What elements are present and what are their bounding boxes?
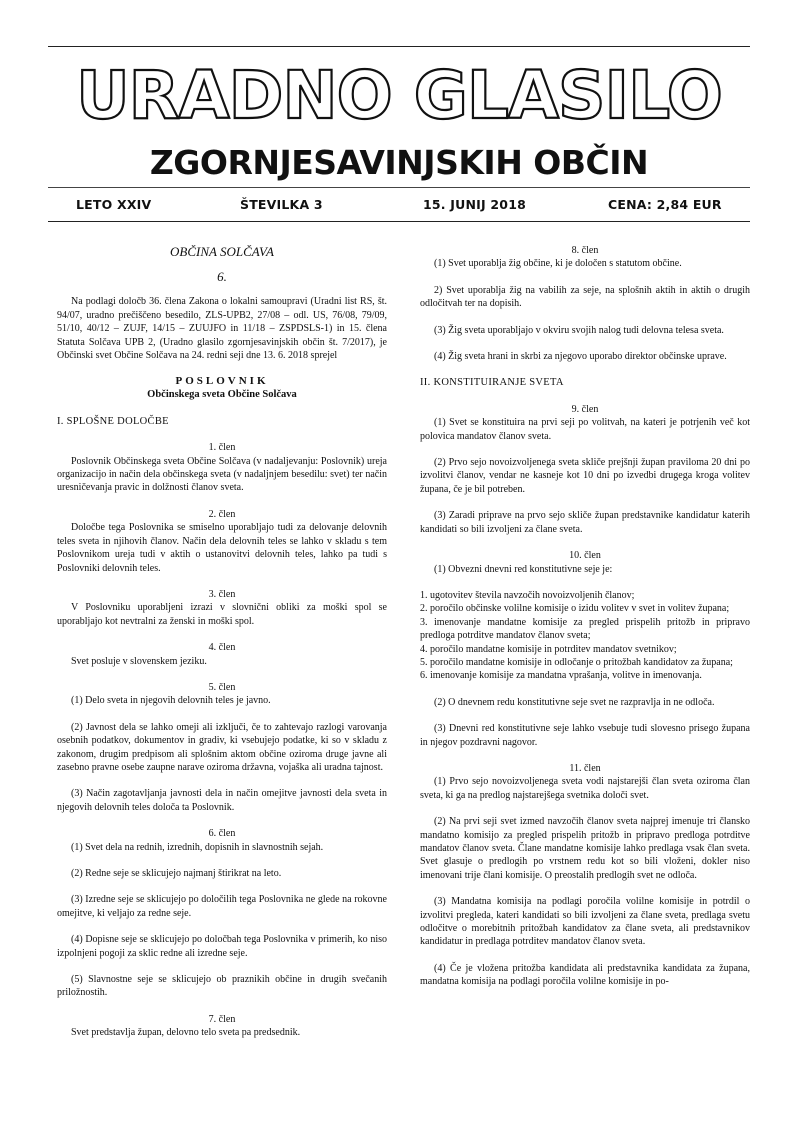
article-paragraph: 2) Svet uporablja žig na vabilih za seje, na splošnih aktih in aktih o drugih odločitvah ter na dopisih. xyxy=(420,284,750,310)
list-item: 1. ugotovitev števila navzočih novoizvoljenih članov; xyxy=(420,589,635,601)
masthead xyxy=(48,46,750,222)
article-paragraph: (2) Redne seje se sklicujejo najmanj štirikrat na leto. xyxy=(71,868,282,879)
article-paragraph: (1) Svet se konstituira na prvi seji po volitvah, na kateri je potrjenih več kot polovica mandatov članov sveta. xyxy=(420,417,750,442)
article-paragraph: (4) Dopisne seje se sklicujejo po določbah tega Poslovnika v primerih, ko niso izpolnjeni pogoji za sklic redne ali izredne seje. xyxy=(57,934,387,959)
article-text: Poslovnik Občinskega sveta Občine Solčava (v nadaljevanju: Poslovnik) ureja organizacijo in način dela občinskega sveta (v nadaljnjem besedilu: svet) ter način uresničevanja pravic in dolžnosti članov sveta. xyxy=(57,455,387,494)
article-heading: 11. člen xyxy=(569,762,601,774)
list-item: 2. poročilo občinske volilne komisije o izidu volitev v svet in volitev župana; xyxy=(420,603,730,615)
article-heading: 7. člen xyxy=(208,1013,236,1025)
article-paragraph: (3) Dnevni red konstitutivne seje lahko vsebuje tudi slovesno prisego župana in njegov pozdravni nagovor. xyxy=(420,723,750,748)
article-paragraph: (1) Prvo sejo novoizvoljenega sveta vodi najstarejši član sveta oziroma član sveta, ki ga na predlog najstarejšega svetnika določi svet. xyxy=(420,776,750,801)
article-paragraph: (3) Zaradi priprave na prvo sejo skliče župan predstavnike kandidatur katerih kandidati so bili izvoljeni za člane sveta. xyxy=(420,510,750,535)
article-paragraph: (4) Žig sveta hrani in skrbi za njegovo uporabo direktor občinske uprave. xyxy=(434,351,727,363)
section-heading: I. SPLOŠNE DOLOČBE xyxy=(57,415,169,427)
article-paragraph: (5) Slavnostne seje se sklicujejo ob praznikih občine in drugih svečanih priložnostih. xyxy=(57,974,387,999)
article-paragraph: (1) Svet dela na rednih, izrednih, dopisnih in slavnostnih sejah. xyxy=(71,841,324,853)
masthead-subtitle: ZGORNJESAVINJSKIH OBČIN xyxy=(149,143,649,182)
article-paragraph: (2) Na prvi seji svet izmed navzočih članov sveta najprej imenuje tri člansko mandatno komisijo za pregled prispelih pritožb in pripravo predloga potrditve mandatov članov sveta. Člane mandatne komisije lahko predlaga vsak član sveta. Svet glasuje o predlogih po vrstnem redu kot so bili vloženi, dokler niso imenovani trije člani komisije. O preostalih predlogih svet ne odloča. xyxy=(420,816,750,881)
article-paragraph: (2) Javnost dela se lahko omeji ali izključi, če to zahtevajo razlogi varovanja osebnih podatkov, dokumentov in gradiv, ki vsebujejo podatke, ki so v skladu z zakonom, drugim predpisom ali splošnim aktom občine oziroma druge javne ali zasebno pravne osebe zaupne narave oziroma državna, vojaška ali uradna tajnost. xyxy=(57,721,387,773)
agenda-list xyxy=(420,589,750,683)
article-paragraph: (2) O dnevnem redu konstitutivne seje svet ne razpravlja in ne odloča. xyxy=(434,696,715,708)
article-paragraph: (3) Način zagotavljanja javnosti dela in način omejitve javnosti dela sveta in njegovih delovnih teles določa ta Poslovnik. xyxy=(57,788,387,813)
article-text: Svet predstavlja župan, delovno telo sveta pa predsednik. xyxy=(71,1027,301,1039)
article-heading: 6. člen xyxy=(208,828,236,840)
article-heading: 8. člen xyxy=(571,245,599,256)
article-text: Določbe tega Poslovnika se smiselno uporabljajo tudi za delovanje delovnih teles sveta in njihovih članov. Način dela delovnih teles se lahko v skladu s tem Poslovnikom ureja tudi v aktih o ustanovitvi delovnih teles, lahko pa tudi s Poslovniki delovnih teles. xyxy=(57,522,387,574)
article-text: Svet posluje v slovenskem jeziku. xyxy=(71,655,207,667)
masthead-info-bar xyxy=(48,187,750,221)
article-paragraph: (3) Mandatna komisija na podlagi poročila volilne komisije in potrdil o izvolitvi pregleda, kateri kandidati so bili izvoljeni za člane sveta, predlaga svetu odločitve o morebitnih pritožbah kandidatov za člane sveta, ali predstavnikov kandidatur in predlaga potrditev mandatov članov sveta. xyxy=(420,896,750,948)
list-item: 3. imenovanje mandatne komisije za pregled prispelih pritožb in pripravo predloga potrditve mandatov članov sveta; xyxy=(420,616,750,642)
issue-price: CENA: 2,84 EUR xyxy=(608,197,722,212)
masthead-title: URADNO GLASILO xyxy=(76,57,722,134)
left-column xyxy=(57,244,387,1040)
article-heading: 4. člen xyxy=(208,642,236,654)
article-heading: 9. člen xyxy=(571,403,599,415)
article-heading: 10. člen xyxy=(569,550,601,562)
list-item: 5. poročilo mandatne komisije in odločanje o pritožbah kandidatov za župana; xyxy=(420,656,733,668)
municipality-heading: OBČINA SOLČAVA xyxy=(170,244,274,259)
article-paragraph: (4) Če je vložena pritožba kandidata ali predstavnika kandidata za župana, mandatna komisija na podlagi poročila volilne komisije in po- xyxy=(420,962,750,988)
list-item: 6. imenovanje komisije za mandatna vprašanja, volitve in imenovanja. xyxy=(420,670,702,682)
article-paragraph: (1) Delo sveta in njegovih delovnih teles je javno. xyxy=(71,695,271,707)
article-paragraph: (2) Prvo sejo novoizvoljenega sveta skliče prejšnji župan praviloma 20 dni po izvolitvi članov, vendar ne kasneje kot 10 dni po izvedbi drugega kroga volitev župana, če je bil potreben. xyxy=(420,457,750,495)
article-paragraph: (1) Obvezni dnevni red konstitutivne seje je: xyxy=(434,563,613,575)
issue-year: LETO XXIV xyxy=(76,197,152,212)
article-text: V Poslovniku uporabljeni izrazi v slovnični obliki za moški spol se uporabljajo kot nevtralni za ženski in moški spol. xyxy=(57,602,387,627)
intro-paragraph: Na podlagi določb 36. člena Zakona o lokalni samoupravi (Uradni list RS, št. 94/07, uradno prečiščeno besedilo, ZLS-UPB2, 27/08 – odl. US, 76/08, 79/09, 51/10, 40/12 – ZUJF, 14/15 – ZUUJFO in 11/18 – ZSPDSLS-1) in 15. člena Statuta Solčava UPB 2, (Uradno glasilo zgornjesavinjskih občin št. 7/2017), je Občinski svet Občine Solčava na 24. redni seji dne 13. 6. 2018 sprejel xyxy=(57,296,387,362)
section-heading: II. KONSTITUIRANJE SVETA xyxy=(420,377,564,389)
list-item: 4. poročilo mandatne komisije in potrditev mandatov svetnikov; xyxy=(420,643,677,655)
article-heading: 5. člen xyxy=(208,681,236,693)
issue-number: ŠTEVILKA 3 xyxy=(240,197,323,212)
act-number: 6. xyxy=(217,269,227,284)
article-paragraph: (1) Svet uporablja žig občine, ki je določen s statutom občine. xyxy=(434,258,682,270)
document-subtitle: Občinskega sveta Občine Solčava xyxy=(147,389,297,401)
article-heading: 3. člen xyxy=(208,588,236,600)
article-paragraph: (3) Izredne seje se sklicujejo po določilih tega Poslovnika ne glede na rokovne omejitve, ki veljajo za redne seje. xyxy=(57,894,387,919)
article-heading: 1. člen xyxy=(208,442,236,454)
article-heading: 2. člen xyxy=(208,508,236,520)
right-column xyxy=(420,244,750,989)
issue-date: 15. JUNIJ 2018 xyxy=(423,197,527,212)
document-title: POSLOVNIK xyxy=(175,375,269,388)
article-paragraph: (3) Žig sveta uporabljajo v okviru svojih nalog tudi delovna telesa sveta. xyxy=(434,324,724,336)
